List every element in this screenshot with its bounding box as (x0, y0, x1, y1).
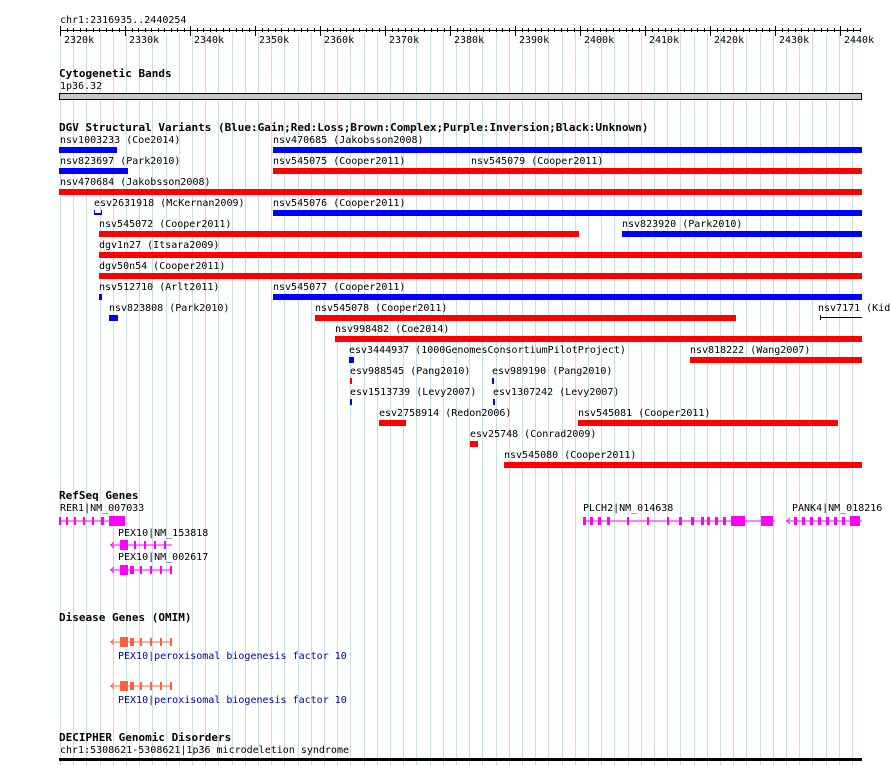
ruler-minor-tick (639, 28, 640, 32)
ruler-minor-tick (756, 28, 757, 32)
ruler-minor-tick (346, 28, 347, 32)
dgv-variant-bar[interactable] (578, 420, 838, 426)
dgv-variant-bar[interactable] (349, 357, 354, 363)
ruler-minor-tick (723, 28, 724, 32)
ruler-minor-tick (717, 28, 718, 32)
grid-line (799, 33, 800, 765)
ruler-minor-tick (385, 28, 386, 32)
ruler-minor-tick (808, 28, 809, 32)
decipher-header: DECIPHER Genomic Disorders (59, 731, 232, 744)
ruler-minor-tick (236, 28, 237, 32)
ruler-minor-tick (574, 28, 575, 32)
ruler-minor-tick (847, 28, 848, 32)
ruler-minor-tick (769, 28, 770, 32)
dgv-variant-label[interactable]: esv25748 (Conrad2009) (470, 429, 597, 440)
grid-line (430, 33, 431, 765)
ruler-minor-tick (730, 28, 731, 32)
grid-line (522, 33, 523, 765)
ruler-minor-tick (93, 28, 94, 32)
dgv-variant-bar[interactable] (350, 399, 352, 405)
ruler-minor-tick (281, 28, 282, 32)
dgv-variant-label[interactable]: nsv545077 (Cooper2011) (273, 282, 406, 293)
dgv-variant-bar[interactable] (273, 210, 862, 216)
grid-line (786, 33, 787, 765)
ruler-minor-tick (450, 28, 451, 32)
grid-line (667, 33, 668, 765)
dgv-variant-bar[interactable] (99, 231, 579, 237)
dgv-variant-label[interactable]: nsv545072 (Cooper2011) (99, 219, 232, 230)
dgv-variant-bar[interactable] (59, 147, 117, 153)
grid-line (680, 33, 681, 765)
dgv-variant-label[interactable]: dgv50n54 (Cooper2011) (99, 261, 226, 272)
ruler-minor-tick (483, 28, 484, 32)
ruler-minor-tick (431, 28, 432, 32)
dgv-variant-bar[interactable] (273, 147, 862, 153)
dgv-variant-label[interactable]: esv1307242 (Levy2007) (493, 387, 620, 398)
gene-label[interactable]: PEX10|NM_002617 (118, 552, 209, 563)
ruler-minor-tick (697, 28, 698, 32)
dgv-variant-bar[interactable] (335, 336, 862, 342)
ruler-minor-tick (658, 28, 659, 32)
dgv-variant-label[interactable]: esv2631918 (McKernan2009) (94, 198, 245, 209)
ruler-minor-tick (632, 28, 633, 32)
ruler-minor-tick (138, 28, 139, 32)
ruler-minor-tick (470, 28, 471, 32)
ruler-minor-tick (327, 28, 328, 32)
ruler-minor-tick (743, 28, 744, 32)
grid-line (773, 33, 774, 765)
grid-line (601, 33, 602, 765)
ruler-minor-tick (853, 28, 854, 32)
grid-line (760, 33, 761, 765)
ruler-minor-tick (710, 28, 711, 32)
gene-label[interactable]: PLCH2|NM_014638 (583, 503, 674, 514)
dgv-variant-label[interactable]: nsv470684 (Jakobsson2008) (60, 177, 211, 188)
ruler-minor-tick (359, 28, 360, 32)
ruler-minor-tick (528, 28, 529, 32)
dgv-header: DGV Structural Variants (Blue:Gain;Red:Loss;Brown:Complex;Purple:Inversion;Black:Unknown) (59, 121, 649, 134)
dgv-variant-label[interactable]: esv3444937 (1000GenomesConsortiumPilotProject) (349, 345, 626, 356)
gene-model-rer1[interactable] (59, 515, 125, 527)
grid-line (746, 33, 747, 765)
ruler-minor-tick (476, 28, 477, 32)
dgv-variant-label[interactable]: esv988545 (Pang2010) (350, 366, 471, 377)
ruler-minor-tick (145, 28, 146, 32)
ruler-minor-tick (67, 28, 68, 32)
ruler-minor-tick (515, 28, 516, 32)
cytoband-header: Cytogenetic Bands (59, 67, 172, 80)
dgv-variant-label[interactable]: esv1513739 (Levy2007) (350, 387, 477, 398)
ruler-minor-tick (522, 28, 523, 32)
dgv-variant-bar[interactable] (820, 317, 862, 318)
grid-line (839, 33, 840, 765)
dgv-variant-label[interactable]: nsv545075 (Cooper2011) (273, 156, 406, 167)
ruler-minor-tick (314, 28, 315, 32)
ruler-minor-tick (99, 28, 100, 32)
grid-line (614, 33, 615, 765)
ruler-minor-tick (60, 28, 61, 32)
grid-line (707, 33, 708, 765)
ruler-minor-tick (190, 28, 191, 32)
dgv-variant-label[interactable]: nsv545081 (Cooper2011) (578, 408, 711, 419)
grid-line (443, 33, 444, 765)
ruler-tick-label: 2340k (194, 35, 225, 46)
decipher-label[interactable]: chr1:5308621-5308621|1p36 microdeletion syndrome (60, 745, 349, 756)
ruler-minor-tick (567, 28, 568, 32)
grid-line (694, 33, 695, 765)
region-label: chr1:2316935..2440254 (60, 15, 187, 26)
ruler-minor-tick (80, 28, 81, 32)
grid-line (456, 33, 457, 765)
dgv-variant-label[interactable]: nsv1003233 (Coe2014) (60, 135, 181, 146)
dgv-variant-label[interactable]: nsv818222 (Wang2007) (690, 345, 811, 356)
dgv-variant-bar[interactable] (99, 273, 862, 279)
ruler-minor-tick (353, 28, 354, 32)
dgv-variant-bar[interactable] (273, 294, 862, 300)
grid-line (535, 33, 536, 765)
ruler-tick-label: 2330k (129, 35, 160, 46)
ruler-minor-tick (626, 28, 627, 32)
dgv-variant-label[interactable]: nsv545079 (Cooper2011) (471, 156, 604, 167)
ruler-minor-tick (762, 28, 763, 32)
ruler-tick-label: 2440k (844, 35, 875, 46)
ruler-minor-tick (561, 28, 562, 32)
dgv-variant-bar[interactable] (379, 420, 406, 426)
dgv-variant-bar[interactable] (99, 294, 102, 300)
ruler-tick-label: 2420k (714, 35, 745, 46)
omim-header: Disease Genes (OMIM) (59, 611, 192, 624)
gene-model-pex10-nm153818[interactable] (110, 539, 172, 551)
ruler-minor-tick (301, 28, 302, 32)
grid-line (720, 33, 721, 765)
ruler-minor-tick (229, 28, 230, 32)
ruler-tick-label: 2320k (64, 35, 95, 46)
ruler-minor-tick (418, 28, 419, 32)
ruler-minor-tick (132, 28, 133, 32)
grid-line (562, 33, 563, 765)
ruler-minor-tick (580, 28, 581, 32)
ruler-minor-tick (112, 28, 113, 32)
ruler-minor-tick (366, 28, 367, 32)
ruler-minor-tick (119, 28, 120, 32)
ruler-minor-tick (320, 28, 321, 32)
ruler-minor-tick (619, 28, 620, 32)
ruler-minor-tick (541, 28, 542, 32)
ruler-minor-tick (834, 28, 835, 32)
ruler-minor-tick (691, 28, 692, 32)
ruler-minor-tick (684, 28, 685, 32)
ruler-minor-tick (184, 28, 185, 32)
ruler-minor-tick (600, 28, 601, 32)
ruler-minor-tick (457, 28, 458, 32)
grid-line (812, 33, 813, 765)
grid-line (588, 33, 589, 765)
ruler-tick-label: 2350k (259, 35, 290, 46)
ruler-minor-tick (158, 28, 159, 32)
ruler-tick-label: 2390k (519, 35, 550, 46)
ruler-minor-tick (535, 28, 536, 32)
dgv-variant-bar[interactable] (273, 168, 471, 174)
ruler-minor-tick (671, 28, 672, 32)
ruler-minor-tick (801, 28, 802, 32)
dgv-variant-label[interactable]: esv989190 (Pang2010) (492, 366, 613, 377)
dgv-variant-bar[interactable] (59, 189, 862, 195)
grid-line (496, 33, 497, 765)
dgv-variant-label[interactable]: nsv7171 (Kid (818, 303, 890, 314)
dgv-variant-bar[interactable] (350, 378, 352, 384)
dgv-variant-bar[interactable] (315, 315, 736, 321)
ruler-axis (60, 30, 860, 31)
ruler-minor-tick (782, 28, 783, 32)
grid-line (482, 33, 483, 765)
ruler-minor-tick (398, 28, 399, 32)
ruler-minor-tick (73, 28, 74, 32)
dgv-variant-bar[interactable] (471, 168, 862, 174)
ruler-minor-tick (294, 28, 295, 32)
refseq-header: RefSeq Genes (59, 489, 139, 502)
ruler-minor-tick (827, 28, 828, 32)
ruler-minor-tick (645, 28, 646, 32)
ruler-minor-tick (203, 28, 204, 32)
ruler-minor-tick (268, 28, 269, 32)
disease-gene-label[interactable]: PEX10|peroxisomal biogenesis factor 10 (118, 695, 347, 706)
dgv-variant-label[interactable]: nsv545080 (Cooper2011) (504, 450, 637, 461)
ruler-minor-tick (496, 28, 497, 32)
dgv-variant-label[interactable]: nsv470685 (Jakobsson2008) (273, 135, 424, 146)
ruler-tick-label: 2380k (454, 35, 485, 46)
ruler-minor-tick (333, 28, 334, 32)
ruler-tick-label: 2370k (389, 35, 420, 46)
ruler-minor-tick (593, 28, 594, 32)
ruler-minor-tick (262, 28, 263, 32)
ruler-tick-label: 2410k (649, 35, 680, 46)
gene-label[interactable]: PEX10|NM_153818 (118, 528, 209, 539)
ruler-minor-tick (587, 28, 588, 32)
ruler-minor-tick (704, 28, 705, 32)
ruler-minor-tick (151, 28, 152, 32)
ruler-minor-tick (411, 28, 412, 32)
dgv-variant-bar[interactable] (99, 252, 862, 258)
ruler-minor-tick (548, 28, 549, 32)
ruler-minor-tick (652, 28, 653, 32)
disease-gene-label[interactable]: PEX10|peroxisomal biogenesis factor 10 (118, 651, 347, 662)
dgv-variant-label[interactable]: nsv823920 (Park2010) (622, 219, 743, 230)
dgv-variant-bar[interactable] (690, 357, 862, 363)
dgv-variant-bar[interactable] (504, 462, 862, 468)
ruler-minor-tick (177, 28, 178, 32)
grid-line (628, 33, 629, 765)
ruler-minor-tick (405, 28, 406, 32)
ruler-minor-tick (171, 28, 172, 32)
dgv-variant-bar[interactable] (470, 441, 478, 447)
gene-model-pex10-nm002617[interactable] (110, 564, 172, 576)
ruler-minor-tick (821, 28, 822, 32)
ruler-minor-tick (736, 28, 737, 32)
ruler-minor-tick (775, 28, 776, 32)
ruler-tick-label: 2400k (584, 35, 615, 46)
grid-line (641, 33, 642, 765)
dgv-variant-bar[interactable] (94, 210, 102, 215)
disease-gene-pex10-model[interactable] (110, 680, 172, 692)
ruler-minor-tick (788, 28, 789, 32)
ruler-minor-tick (379, 28, 380, 32)
grid-line (733, 33, 734, 765)
ruler-minor-tick (210, 28, 211, 32)
cytoband-bar[interactable] (59, 93, 862, 100)
ruler-minor-tick (216, 28, 217, 32)
gene-model-plch2[interactable] (583, 515, 775, 527)
grid-line (548, 33, 549, 765)
dgv-variant-bar[interactable] (109, 315, 118, 321)
ruler-minor-tick (509, 28, 510, 32)
dgv-variant-label[interactable]: nsv823697 (Park2010) (60, 156, 181, 167)
grid-line (654, 33, 655, 765)
dgv-variant-label[interactable]: nsv823808 (Park2010) (109, 303, 230, 314)
dgv-variant-bar-end (820, 315, 821, 320)
ruler-minor-tick (275, 28, 276, 32)
ruler-minor-tick (489, 28, 490, 32)
ruler-minor-tick (795, 28, 796, 32)
ruler-minor-tick (606, 28, 607, 32)
ruler-minor-tick (554, 28, 555, 32)
ruler-minor-tick (106, 28, 107, 32)
ruler-minor-tick (437, 28, 438, 32)
grid-line (826, 33, 827, 765)
grid-line (509, 33, 510, 765)
ruler-minor-tick (288, 28, 289, 32)
ruler-minor-tick (840, 28, 841, 32)
ruler-minor-tick (164, 28, 165, 32)
ruler-minor-tick (444, 28, 445, 32)
ruler-minor-tick (340, 28, 341, 32)
ruler-minor-tick (372, 28, 373, 32)
ruler-minor-tick (749, 28, 750, 32)
ruler-minor-tick (424, 28, 425, 32)
dgv-variant-label[interactable]: esv2758914 (Redon2006) (379, 408, 512, 419)
grid-line (852, 33, 853, 765)
dgv-variant-label[interactable]: nsv998482 (Coe2014) (335, 324, 450, 335)
dgv-variant-bar[interactable] (493, 399, 495, 405)
ruler-minor-tick (814, 28, 815, 32)
gene-label[interactable]: PANK4|NM_018216 (792, 503, 883, 514)
dgv-variant-bar[interactable] (622, 231, 862, 237)
dgv-variant-label[interactable]: dgv1n27 (Itsara2009) (99, 240, 220, 251)
ruler-minor-tick (197, 28, 198, 32)
ruler-minor-tick (678, 28, 679, 32)
ruler-minor-tick (860, 28, 861, 32)
ruler-minor-tick (242, 28, 243, 32)
ruler-minor-tick (392, 28, 393, 32)
grid-line (575, 33, 576, 765)
ruler-minor-tick (463, 28, 464, 32)
gene-label[interactable]: RER1|NM_007033 (60, 503, 145, 514)
dgv-variant-bar[interactable] (492, 378, 494, 384)
grid-line (469, 33, 470, 765)
ruler-minor-tick (125, 28, 126, 32)
dgv-variant-label[interactable]: nsv545078 (Cooper2011) (315, 303, 448, 314)
disease-gene-pex10-model[interactable] (110, 636, 172, 648)
dgv-variant-label[interactable]: nsv545076 (Cooper2011) (273, 198, 406, 209)
dgv-variant-label[interactable]: nsv512710 (Arlt2011) (99, 282, 220, 293)
gene-model-pank4[interactable] (786, 515, 862, 527)
ruler-minor-tick (223, 28, 224, 32)
cytoband-label: 1p36.32 (60, 81, 103, 92)
decipher-bar[interactable] (59, 758, 862, 761)
ruler-minor-tick (665, 28, 666, 32)
ruler-minor-tick (307, 28, 308, 32)
ruler-minor-tick (255, 28, 256, 32)
ruler-minor-tick (249, 28, 250, 32)
dgv-variant-bar[interactable] (59, 168, 128, 174)
ruler-minor-tick (502, 28, 503, 32)
ruler-minor-tick (613, 28, 614, 32)
ruler-tick-label: 2360k (324, 35, 355, 46)
ruler-tick-label: 2430k (779, 35, 810, 46)
ruler-minor-tick (86, 28, 87, 32)
